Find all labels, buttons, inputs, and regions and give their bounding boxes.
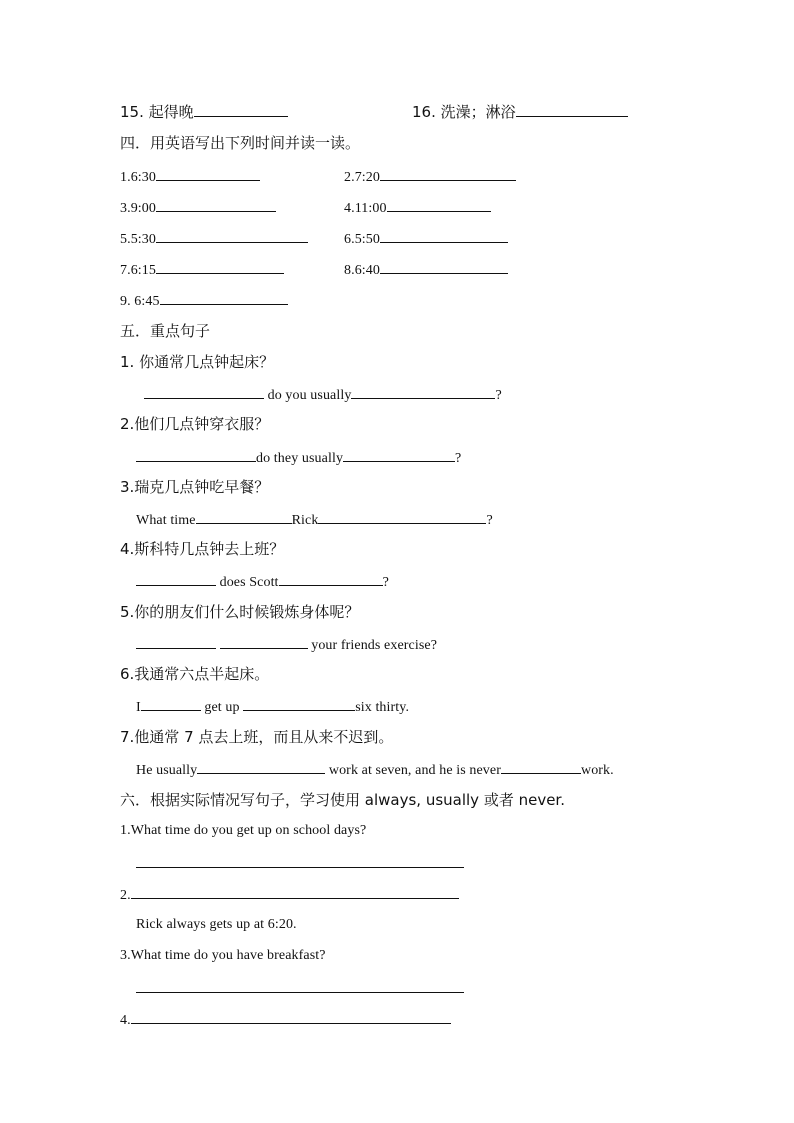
sentence-2-chinese: 2.他们几点钟穿衣服？ xyxy=(120,415,270,433)
answer-blank[interactable] xyxy=(136,447,256,462)
sentence-text: does Scott xyxy=(219,575,279,590)
answer-blank[interactable] xyxy=(196,509,292,524)
time-label: 2.7:20 xyxy=(344,170,380,185)
answer-blank[interactable] xyxy=(387,197,491,212)
given-answer-6-2: Rick always gets up at 6:20. xyxy=(136,917,297,932)
sentence-1-english xyxy=(144,384,502,406)
time-item-1 xyxy=(120,166,260,188)
time-item-8 xyxy=(344,259,508,281)
sentence-text: He usually xyxy=(136,763,198,778)
sentence-3-english xyxy=(136,509,493,531)
sentence-text: ? xyxy=(382,575,389,590)
sentence-text: What time xyxy=(136,513,196,528)
time-label: 5.5:30 xyxy=(120,232,156,247)
answer-blank[interactable] xyxy=(243,696,355,711)
time-label: 8.6:40 xyxy=(344,263,380,278)
item-16-label: 16. 洗澡；淋浴 xyxy=(412,103,516,121)
answer-blank[interactable] xyxy=(380,228,508,243)
answer-blank[interactable] xyxy=(380,166,516,181)
time-item-6 xyxy=(344,228,508,250)
answer-blank[interactable] xyxy=(380,259,508,274)
answer-blank[interactable] xyxy=(318,509,486,524)
sentence-7-english xyxy=(136,759,614,781)
time-item-7 xyxy=(120,259,284,281)
sentence-text: work. xyxy=(580,763,614,778)
sentence-5-chinese: 5.你的朋友们什么时候锻炼身体呢？ xyxy=(120,603,360,621)
sentence-text: I xyxy=(136,700,141,715)
sentence-4-chinese: 4.斯科特几点钟去上班？ xyxy=(120,540,285,558)
time-label: 6.5:50 xyxy=(344,232,380,247)
sentence-text: get up xyxy=(204,700,240,715)
section-5-heading: 五．重点句子 xyxy=(120,322,211,340)
sentence-6-english xyxy=(136,696,409,718)
item-15 xyxy=(120,102,288,122)
answer-blank[interactable] xyxy=(351,384,495,399)
time-label: 1.6:30 xyxy=(120,170,156,185)
sentence-text: six thirty. xyxy=(355,700,410,715)
sentence-1-chinese: 1. 你通常几点钟起床？ xyxy=(120,353,275,371)
answer-blank[interactable] xyxy=(141,696,201,711)
sentence-text: work at seven, and he is never xyxy=(328,763,501,778)
answer-line[interactable] xyxy=(136,992,464,993)
sentence-2-english xyxy=(136,447,461,469)
question-number: 4. xyxy=(120,1013,131,1028)
answer-blank[interactable] xyxy=(136,634,216,649)
question-6-1: 1.What time do you get up on school days? xyxy=(120,823,367,838)
answer-blank[interactable] xyxy=(156,228,308,243)
answer-line[interactable] xyxy=(131,1009,451,1024)
answer-blank[interactable] xyxy=(220,634,308,649)
answer-blank[interactable] xyxy=(516,102,628,117)
item-15-label: 15. 起得晚 xyxy=(120,103,194,121)
answer-blank[interactable] xyxy=(136,571,216,586)
sentence-6-chinese: 6.我通常六点半起床。 xyxy=(120,665,270,683)
time-label: 3.9:00 xyxy=(120,201,156,216)
time-item-5 xyxy=(120,228,308,250)
section-6-heading: 六．根据实际情况写句子，学习使用 always, usually 或者 never. xyxy=(120,791,565,809)
sentence-5-english xyxy=(136,634,437,656)
sentence-text: ? xyxy=(495,388,502,403)
time-item-2 xyxy=(344,166,516,188)
time-label: 7.6:15 xyxy=(120,263,156,278)
answer-blank[interactable] xyxy=(156,197,276,212)
section-4-heading: 四．用英语写出下列时间并读一读。 xyxy=(120,134,361,152)
answer-line[interactable] xyxy=(131,884,459,899)
answer-blank[interactable] xyxy=(197,759,325,774)
sentence-4-english xyxy=(136,571,389,593)
question-number: 2. xyxy=(120,888,131,903)
time-label: 9. 6:45 xyxy=(120,294,160,309)
answer-blank[interactable] xyxy=(194,102,288,117)
time-item-4 xyxy=(344,197,491,219)
question-6-4 xyxy=(120,1009,451,1031)
answer-blank[interactable] xyxy=(144,384,264,399)
answer-blank[interactable] xyxy=(343,447,455,462)
sentence-text: do you usually xyxy=(267,388,352,403)
sentence-text: do they usually xyxy=(256,451,344,466)
sentence-text: Rick xyxy=(291,513,319,528)
sentence-text: ? xyxy=(486,513,493,528)
question-6-3: 3.What time do you have breakfast? xyxy=(120,948,326,963)
answer-blank[interactable] xyxy=(501,759,581,774)
answer-blank[interactable] xyxy=(160,290,288,305)
time-label: 4.11:00 xyxy=(344,201,387,216)
sentence-text: ? xyxy=(455,451,462,466)
item-16 xyxy=(412,102,628,122)
answer-blank[interactable] xyxy=(156,166,260,181)
answer-blank[interactable] xyxy=(279,571,383,586)
sentence-3-chinese: 3.瑞克几点钟吃早餐？ xyxy=(120,478,270,496)
answer-line[interactable] xyxy=(136,867,464,868)
sentence-text: your friends exercise? xyxy=(311,638,438,653)
time-item-3 xyxy=(120,197,276,219)
sentence-7-chinese: 7.他通常 7 点去上班，而且从来不迟到。 xyxy=(120,728,394,746)
question-6-2 xyxy=(120,884,459,906)
time-item-9 xyxy=(120,290,288,312)
answer-blank[interactable] xyxy=(156,259,284,274)
